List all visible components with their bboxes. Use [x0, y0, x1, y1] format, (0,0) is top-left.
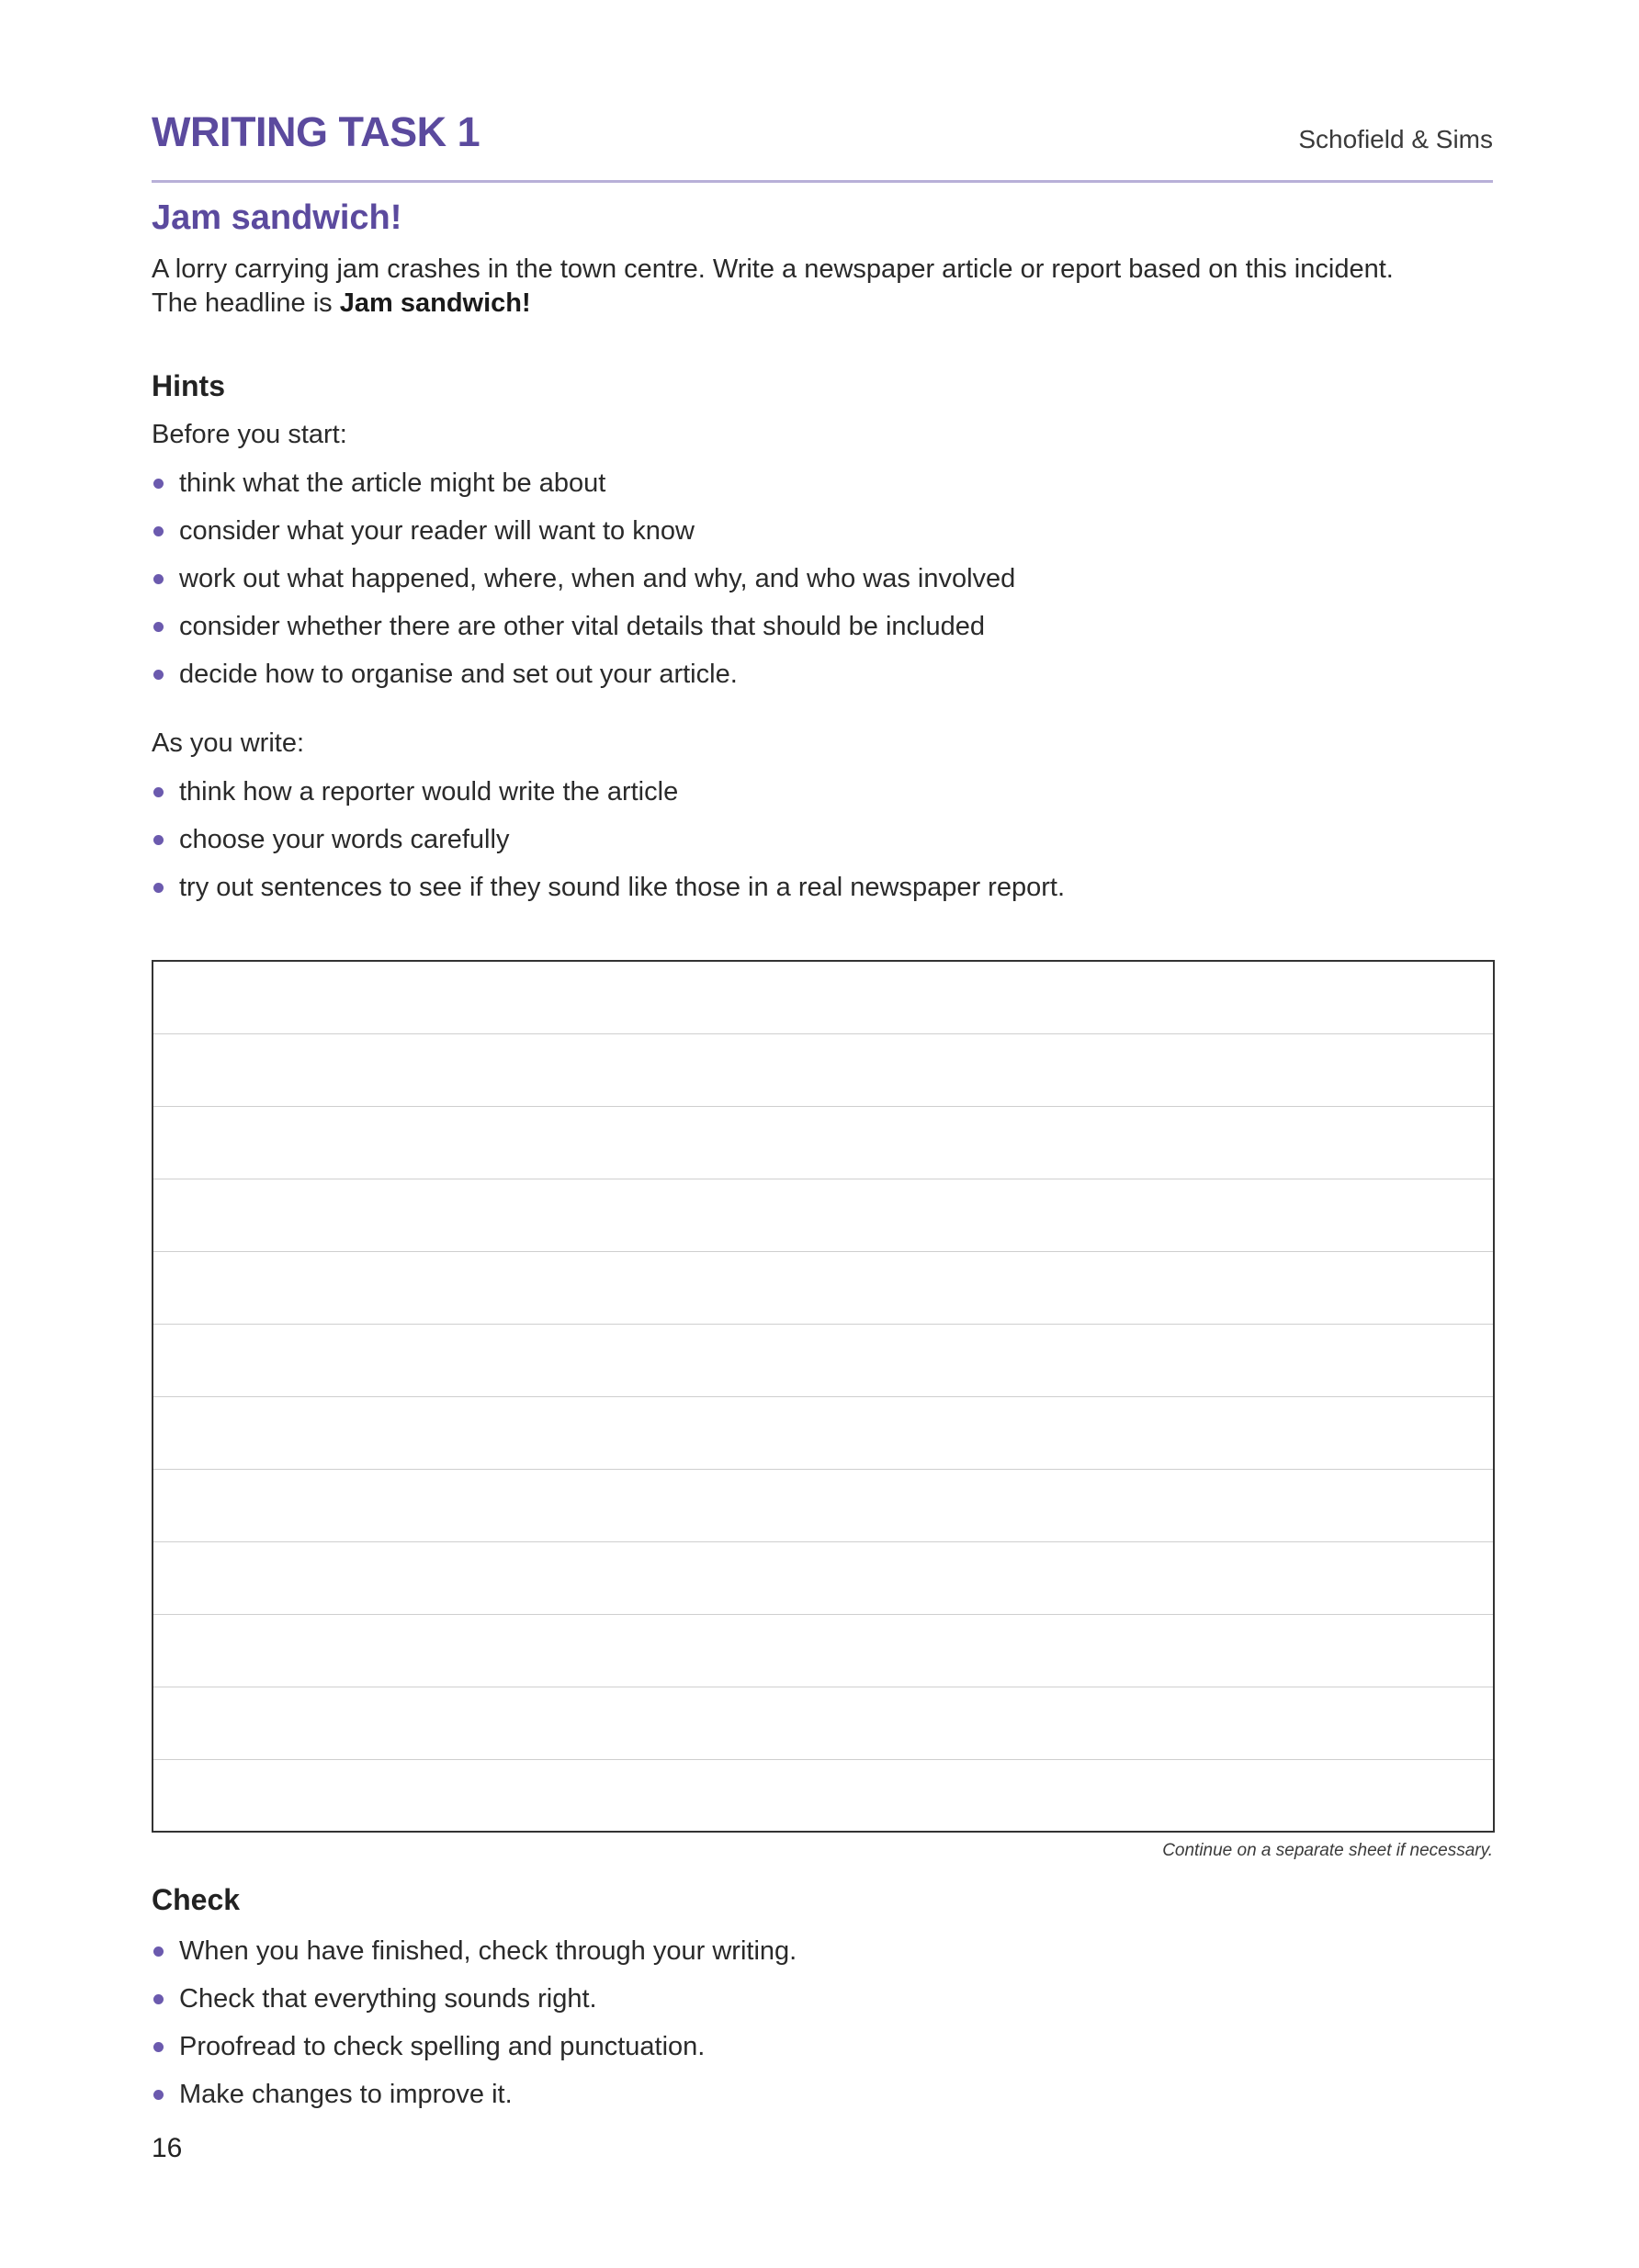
- list-item-text: Make changes to improve it.: [179, 2080, 513, 2109]
- page-header: [152, 108, 1493, 183]
- before-you-start-list: [152, 459, 1015, 698]
- page-number: 16: [152, 2133, 183, 2163]
- list-item: [152, 459, 1015, 507]
- ruled-line: [153, 1033, 1493, 1034]
- list-item: [152, 507, 1015, 555]
- list-item: [152, 768, 1065, 816]
- check-heading: Check: [152, 1883, 241, 1916]
- list-item: [152, 816, 1065, 863]
- bullet-icon: [153, 526, 164, 536]
- list-item-text: think what the article might be about: [179, 468, 606, 498]
- list-item: [152, 1927, 797, 1975]
- hints-heading: Hints: [152, 369, 225, 402]
- as-you-write-label: As you write:: [152, 728, 304, 758]
- list-item-text: work out what happened, where, when and why, and who was involved: [179, 564, 1016, 593]
- task-title: Jam sandwich!: [152, 198, 402, 237]
- list-item-text: Proofread to check spelling and punctuation.: [179, 2032, 706, 2061]
- list-item-text: try out sentences to see if they sound like those in a real newspaper report.: [179, 873, 1065, 902]
- intro-line-1: A lorry carrying jam crashes in the town centre. Write a newspaper article or report based on this incident.: [152, 254, 1394, 284]
- task-intro: [152, 253, 1493, 321]
- ruled-line: [153, 1541, 1493, 1542]
- list-item: [152, 603, 1015, 650]
- ruled-line: [153, 1614, 1493, 1615]
- list-item-text: Check that everything sounds right.: [179, 1984, 597, 2014]
- intro-line-2: [152, 287, 1493, 321]
- ruled-line: [153, 1469, 1493, 1470]
- list-item: [152, 2023, 797, 2071]
- bullet-icon: [153, 1946, 164, 1957]
- list-item: [152, 1975, 797, 2023]
- intro-headline: Jam sandwich!: [339, 288, 531, 318]
- ruled-line: [153, 1251, 1493, 1252]
- list-item: [152, 555, 1015, 603]
- bullet-icon: [153, 479, 164, 489]
- ruled-line: [153, 1106, 1493, 1107]
- task-number-title: WRITING TASK 1: [152, 108, 480, 155]
- worksheet-page: [152, 0, 1493, 2268]
- before-you-start-label: Before you start:: [152, 420, 347, 449]
- list-item-text: decide how to organise and set out your article.: [179, 660, 738, 689]
- bullet-icon: [153, 622, 164, 632]
- bullet-icon: [153, 670, 164, 680]
- list-item: [152, 2071, 797, 2118]
- bullet-icon: [153, 2090, 164, 2100]
- bullet-icon: [153, 883, 164, 893]
- list-item: [152, 863, 1065, 911]
- bullet-icon: [153, 787, 164, 797]
- list-item-text: When you have finished, check through your writing.: [179, 1936, 797, 1966]
- bullet-icon: [153, 1994, 164, 2004]
- list-item-text: choose your words carefully: [179, 825, 510, 854]
- bullet-icon: [153, 835, 164, 845]
- continue-note: Continue on a separate sheet if necessary.: [1162, 1841, 1493, 1860]
- list-item-text: think how a reporter would write the article: [179, 777, 679, 807]
- publisher-name: Schofield & Sims: [1298, 125, 1493, 153]
- bullet-icon: [153, 2042, 164, 2052]
- list-item-text: consider what your reader will want to know: [179, 516, 695, 546]
- intro-prefix: The headline is: [152, 288, 340, 318]
- writing-answer-box[interactable]: [152, 960, 1495, 1833]
- bullet-icon: [153, 574, 164, 584]
- list-item-text: consider whether there are other vital details that should be included: [179, 612, 985, 641]
- list-item: [152, 650, 1015, 698]
- ruled-line: [153, 1324, 1493, 1325]
- ruled-line: [153, 1759, 1493, 1760]
- as-you-write-list: [152, 768, 1065, 911]
- check-list: [152, 1927, 797, 2118]
- ruled-line: [153, 1396, 1493, 1397]
